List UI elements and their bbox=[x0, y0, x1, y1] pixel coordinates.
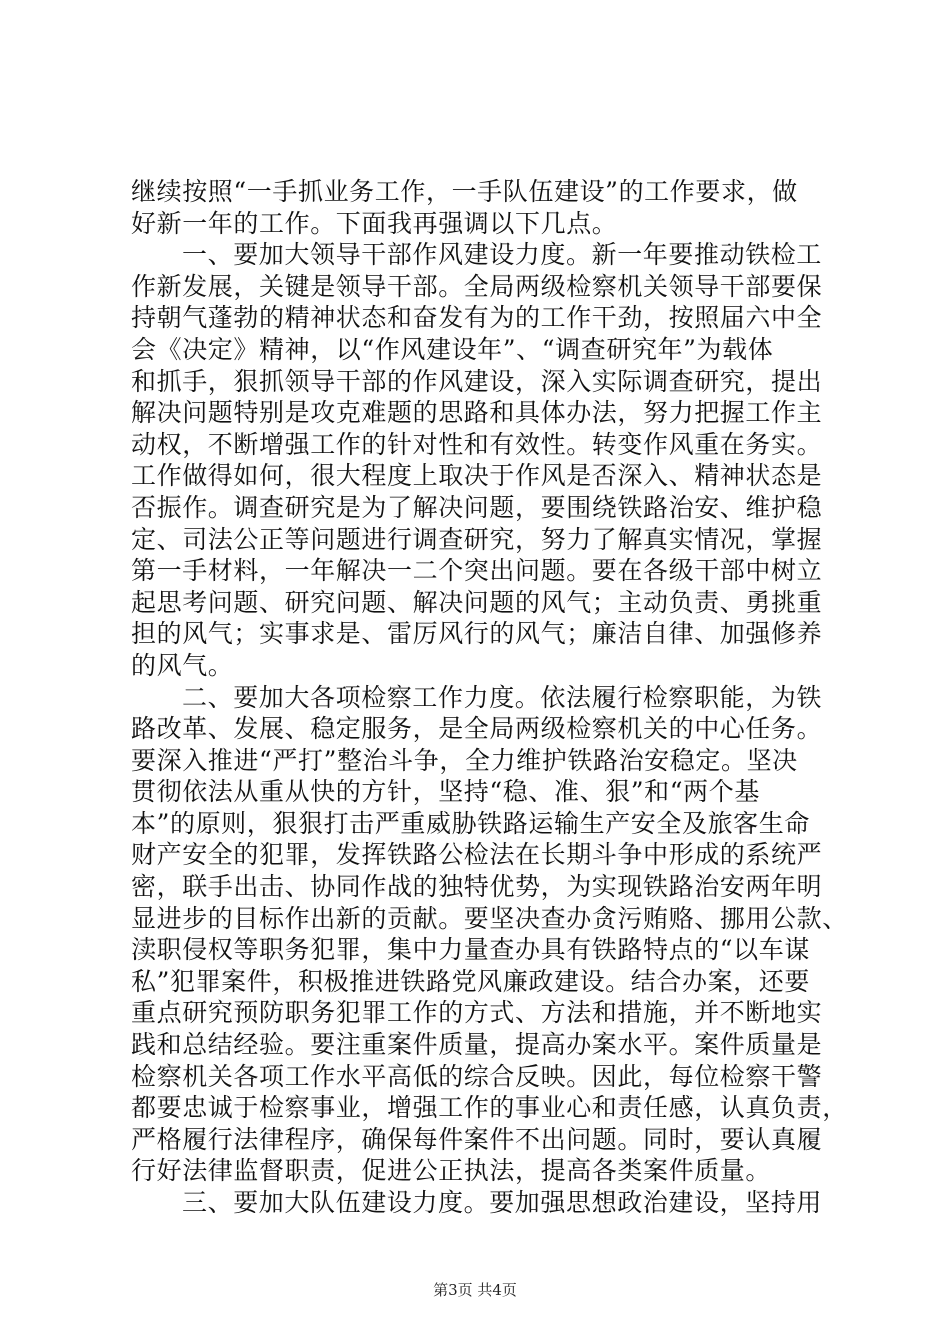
text-line: 私”犯罪案件，积极推进铁路党风廉政建设。结合办案，还要 bbox=[131, 966, 810, 996]
text-line: 会《决定》精神，以“作风建设年”、“调查研究年”为载体 bbox=[131, 334, 774, 364]
text-line: 行好法律监督职责，促进公正执法，提高各类案件质量。 bbox=[131, 1156, 772, 1186]
text-line: 担的风气；实事求是、雷厉风行的风气；廉洁自律、加强修养 bbox=[131, 619, 823, 649]
paragraph-start-line: 一、要加大领导干部作风建设力度。新一年要推动铁检工 bbox=[182, 240, 823, 270]
page-footer bbox=[0, 1279, 950, 1300]
text-line: 否振作。调查研究是为了解决问题，要围绕铁路治安、维护稳 bbox=[131, 492, 823, 522]
text-line: 本”的原则，狠狠打击严重威胁铁路运输生产安全及旅客生命 bbox=[131, 808, 810, 838]
page-number-label: 第3页 共4页 bbox=[433, 1281, 517, 1299]
text-line: 动权，不断增强工作的针对性和有效性。转变作风重在务实。 bbox=[131, 429, 823, 459]
text-line: 重点研究预防职务犯罪工作的方式、方法和措施，并不断地实 bbox=[131, 998, 823, 1028]
text-line: 渎职侵权等职务犯罪，集中力量查办具有铁路特点的“以车谋 bbox=[131, 935, 810, 965]
text-line: 贯彻依法从重从快的方针，坚持“稳、准、狠”和“两个基 bbox=[131, 777, 760, 807]
text-line: 路改革、发展、稳定服务，是全局两级检察机关的中心任务。 bbox=[131, 714, 823, 744]
text-line: 的风气。 bbox=[131, 650, 234, 680]
text-line: 定、司法公正等问题进行调查研究，努力了解真实情况，掌握 bbox=[131, 524, 823, 554]
text-line: 作新发展，关键是领导干部。全局两级检察机关领导干部要保 bbox=[131, 271, 823, 301]
text-line: 持朝气蓬勃的精神状态和奋发有为的工作干劲，按照届六中全 bbox=[131, 303, 823, 333]
paragraph-start-line: 三、要加大队伍建设力度。要加强思想政治建设，坚持用 bbox=[182, 1188, 823, 1217]
text-line: 都要忠诚于检察事业，增强工作的事业心和责任感，认真负责， bbox=[131, 1093, 848, 1123]
paragraph-start-line: 二、要加大各项检察工作力度。依法履行检察职能，为铁 bbox=[182, 682, 823, 712]
text-line: 检察机关各项工作水平高低的综合反映。因此，每位检察干警 bbox=[131, 1061, 823, 1091]
text-line: 要深入推进“严打”整治斗争，全力维护铁路治安稳定。坚决 bbox=[131, 745, 798, 775]
text-line: 显进步的目标作出新的贡献。要坚决查办贪污贿赂、挪用公款、 bbox=[131, 903, 848, 933]
text-line: 密，联手出击、协同作战的独特优势，为实现铁路治安两年明 bbox=[131, 872, 823, 902]
text-line: 严格履行法律程序，确保每件案件不出问题。同时，要认真履 bbox=[131, 1124, 823, 1154]
text-line: 继续按照“一手抓业务工作，一手队伍建设”的工作要求，做 bbox=[131, 177, 798, 206]
document-body bbox=[131, 176, 848, 1219]
text-line: 践和总结经验。要注重案件质量，提高办案水平。案件质量是 bbox=[131, 1030, 823, 1060]
text-line: 起思考问题、研究问题、解决问题的风气；主动负责、勇挑重 bbox=[131, 587, 823, 617]
text-line: 好新一年的工作。下面我再强调以下几点。 bbox=[131, 208, 618, 238]
text-line: 第一手材料，一年解决一二个突出问题。要在各级干部中树立 bbox=[131, 556, 823, 586]
text-line: 和抓手，狠抓领导干部的作风建设，深入实际调查研究，提出 bbox=[131, 366, 823, 396]
text-line: 工作做得如何，很大程度上取决于作风是否深入、精神状态是 bbox=[131, 461, 823, 491]
text-line: 解决问题特别是攻克难题的思路和具体办法，努力把握工作主 bbox=[131, 398, 823, 428]
text-line: 财产安全的犯罪，发挥铁路公检法在长期斗争中形成的系统严 bbox=[131, 840, 823, 870]
